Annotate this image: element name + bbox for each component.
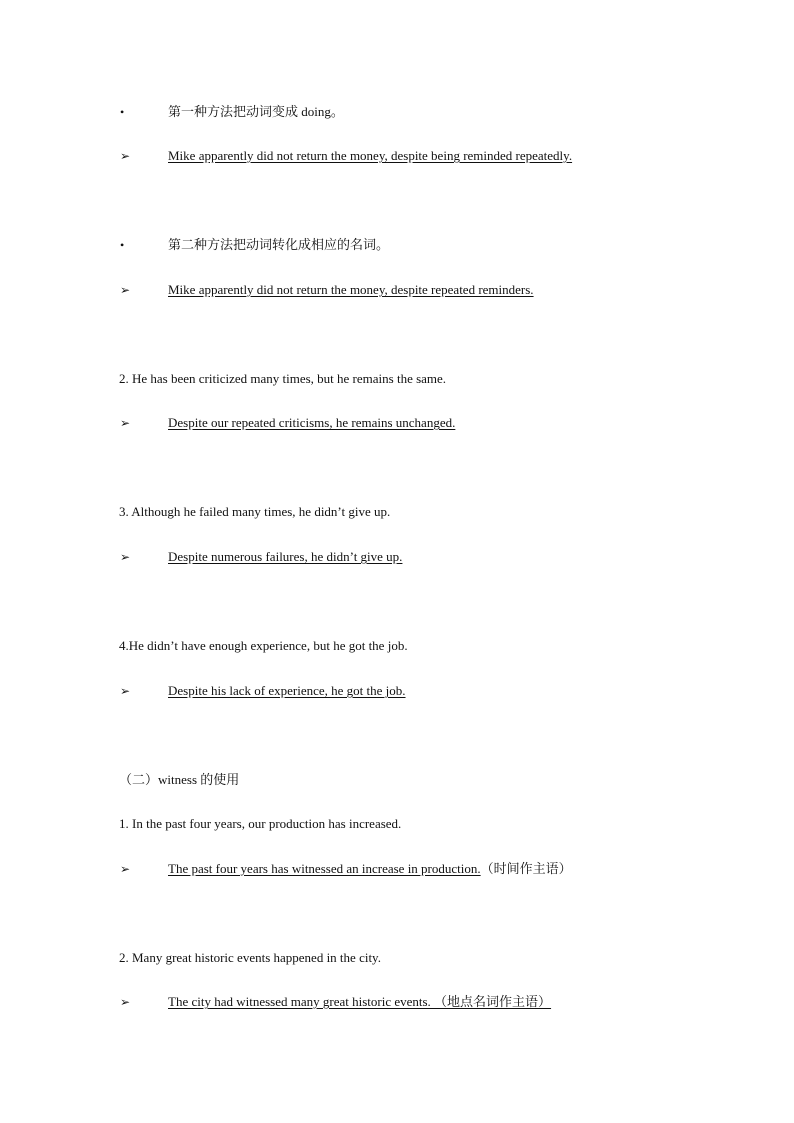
bullet-marker: • — [120, 105, 125, 119]
method-1-answer: Mike apparently did not return the money, despite being reminded repeatedly. — [168, 148, 573, 163]
witness-question-2: 2. Many great historic events happened in the city. — [119, 950, 381, 965]
question-2: 2. He has been criticized many times, but he remains the same. — [119, 371, 447, 386]
arrow-marker: ➢ — [120, 149, 131, 163]
question-3-answer: Despite numerous failures, he didn’t give up. — [168, 549, 403, 564]
arrow-marker: ➢ — [120, 862, 131, 876]
question-4: 4.He didn’t have enough experience, but he got the job. — [119, 638, 408, 653]
arrow-marker: ➢ — [120, 995, 131, 1009]
arrow-marker: ➢ — [120, 283, 131, 297]
witness-question-1: 1. In the past four years, our production has increased. — [119, 816, 402, 831]
arrow-marker: ➢ — [120, 684, 131, 698]
arrow-marker: ➢ — [120, 416, 131, 430]
witness-answer-1 — [168, 861, 572, 877]
method-1-instruction: 第一种方法把动词变成 doing。 — [168, 104, 344, 119]
bullet-marker: • — [120, 238, 125, 252]
witness-answer-1-note: （时间作主语） — [480, 861, 572, 876]
witness-answer-1-sentence: The past four years has witnessed an increase in production. — [168, 861, 481, 876]
witness-answer-2: The city had witnessed many great historic events. （地点名词作主语） — [168, 994, 552, 1009]
question-4-answer: Despite his lack of experience, he got the job. — [168, 683, 406, 698]
arrow-marker: ➢ — [120, 550, 131, 564]
section-heading: （二）witness 的使用 — [119, 772, 240, 787]
method-2-instruction: 第二种方法把动词转化成相应的名词。 — [168, 237, 390, 252]
question-3: 3. Although he failed many times, he didn’t give up. — [119, 504, 391, 519]
question-2-answer: Despite our repeated criticisms, he remains unchanged. — [168, 415, 456, 430]
method-2-answer: Mike apparently did not return the money, despite repeated reminders. — [168, 282, 534, 297]
